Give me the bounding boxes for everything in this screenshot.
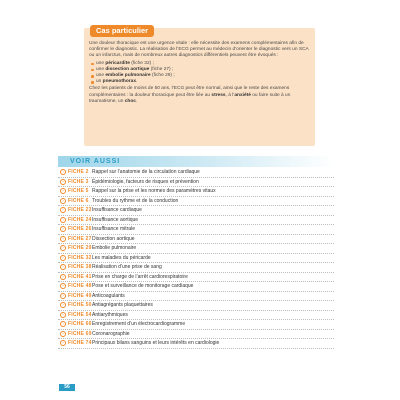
fiche-reference: FICHE 41 xyxy=(68,273,92,280)
list-item[interactable] xyxy=(58,273,334,283)
fiche-reference: FICHE 3 xyxy=(68,178,89,185)
fiche-reference: FICHE 32 xyxy=(68,254,92,261)
arrow-circle-icon: › xyxy=(60,331,66,337)
fiche-topic: Réalisation d’une prise de sang xyxy=(92,264,162,270)
differential-diagnosis-list xyxy=(89,61,311,86)
fiche-topic: Insuffisance aortique xyxy=(92,216,139,223)
fiche-topic: Prise en charge de l’arrêt cardiorespiratoire xyxy=(92,273,188,280)
list-item[interactable] xyxy=(58,339,334,349)
special-case-body xyxy=(89,41,311,105)
fiche-topic: Antiarythmiques xyxy=(92,311,128,318)
special-case-intro: Une douleur thoracique est une urgence vitale : elle nécessite des examens complémentaires afin de confirmer le diagnostic. La réalisation de l’ECG permet au médecin d’orienter le diagnostic vers un SCA ou un infarctus, mais de nombreux autres diagnostics différentiels peuvent être évoqués : xyxy=(89,41,309,59)
special-case-tab: Cas particulier xyxy=(90,25,154,37)
list-item: une embolie pulmonaire (fiche 29) ; xyxy=(89,73,311,79)
special-case-closing: Chez les patients de moins de 50 ans, l’ECG peut être normal, ainsi que le reste des examens complémentaires : la douleur thoracique peut être liée au stress, à l’anxiété ou faire suite à un traumatisme, un choc. xyxy=(89,86,291,104)
fiche-topic: Les maladies du péricarde xyxy=(92,254,151,261)
arrow-circle-icon: › xyxy=(60,198,66,204)
arrow-circle-icon: › xyxy=(60,188,66,194)
fiche-reference: FICHE 2 xyxy=(68,169,89,175)
arrow-circle-icon: › xyxy=(60,274,66,280)
arrow-circle-icon: › xyxy=(60,302,66,308)
fiche-topic: Rappel sur l’anatomie de la circulation cardiaque xyxy=(92,169,200,175)
list-item[interactable] xyxy=(58,254,334,264)
fiche-topic: Pose et surveillance de monitorage cardiaque xyxy=(92,283,194,289)
fiche-reference: FICHE 49 xyxy=(68,292,92,299)
arrow-circle-icon: › xyxy=(60,226,66,232)
fiche-topic: Dissection aortique xyxy=(92,235,135,242)
fiche-topic: Enregistrement d’un électrocardiogramme xyxy=(92,321,186,327)
fiche-topic: Rappel sur la prise et les normes des paramètres vitaux xyxy=(92,188,216,194)
fiche-topic: Embolie pulmonaire xyxy=(92,245,137,251)
arrow-circle-icon: › xyxy=(60,207,66,213)
fiche-topic: Principaux bilans sanguins et leurs intérêts en cardiologie xyxy=(92,340,220,346)
fiche-reference: FICHE 48 xyxy=(68,283,92,289)
list-item[interactable] xyxy=(58,320,334,330)
fiche-reference: FICHE 74 xyxy=(68,340,92,346)
list-item[interactable] xyxy=(58,292,334,302)
fiche-topic: Antiagrégants plaquettaires xyxy=(92,302,153,308)
list-item[interactable] xyxy=(58,178,334,188)
page-number: 56 xyxy=(59,384,75,391)
arrow-circle-icon: › xyxy=(60,321,66,327)
fiche-reference: FICHE 54 xyxy=(68,311,92,318)
arrow-circle-icon: › xyxy=(60,217,66,223)
arrow-circle-icon: › xyxy=(60,283,66,289)
list-item[interactable] xyxy=(58,206,334,216)
list-item[interactable] xyxy=(58,235,334,245)
arrow-circle-icon: › xyxy=(60,169,66,175)
fiche-reference: FICHE 27 xyxy=(68,235,92,242)
arrow-circle-icon: › xyxy=(60,312,66,318)
list-item: une dissection aortique (fiche 27) ; xyxy=(89,67,311,73)
fiche-reference: FICHE 23 xyxy=(68,207,92,213)
fiche-reference: FICHE 5 xyxy=(68,188,89,194)
arrow-circle-icon: › xyxy=(60,340,66,346)
list-item[interactable] xyxy=(58,216,334,226)
fiche-topic: Épidémiologie, facteurs de risques et prévention xyxy=(92,178,199,185)
fiche-topic: Insuffisance cardiaque xyxy=(92,207,142,213)
list-item[interactable] xyxy=(58,187,334,197)
fiche-reference: FICHE 24 xyxy=(68,216,92,223)
fiche-reference: FICHE 26 xyxy=(68,226,92,232)
fiche-topic: Anticoagulants xyxy=(92,292,125,299)
arrow-circle-icon: › xyxy=(60,293,66,299)
arrow-circle-icon: › xyxy=(60,245,66,251)
list-item[interactable] xyxy=(58,301,334,311)
fiche-reference: FICHE 38 xyxy=(68,264,92,270)
list-item: un pneumothorax. xyxy=(89,79,311,85)
fiche-reference: FICHE 66 xyxy=(68,321,92,327)
list-item[interactable] xyxy=(58,225,334,235)
list-item: une péricardite (fiche 32) ; xyxy=(89,61,311,67)
list-item[interactable] xyxy=(58,311,334,321)
list-item[interactable] xyxy=(58,197,334,207)
list-item[interactable] xyxy=(58,168,334,178)
voir-aussi-list xyxy=(58,168,334,349)
list-item[interactable] xyxy=(58,282,334,292)
arrow-circle-icon: › xyxy=(60,236,66,242)
arrow-circle-icon: › xyxy=(60,179,66,185)
special-case-box xyxy=(84,28,315,146)
fiche-reference: FICHE 29 xyxy=(68,245,92,251)
fiche-reference: FICHE 50 xyxy=(68,302,92,308)
fiche-topic: Insuffisance mitrale xyxy=(92,226,135,232)
voir-aussi-header xyxy=(58,156,334,167)
list-item[interactable] xyxy=(58,263,334,273)
fiche-topic: Coronarographie xyxy=(92,330,130,337)
list-item[interactable] xyxy=(58,244,334,254)
fiche-reference: FICHE 6 xyxy=(68,197,89,204)
list-item[interactable] xyxy=(58,330,334,340)
fiche-reference: FICHE 69 xyxy=(68,330,92,337)
fiche-topic: Troubles du rythme et de la conduction xyxy=(92,197,179,204)
arrow-circle-icon: › xyxy=(60,264,66,270)
voir-aussi-title: VOIR AUSSI xyxy=(70,158,121,165)
voir-aussi-section xyxy=(58,156,334,344)
arrow-circle-icon: › xyxy=(60,255,66,261)
